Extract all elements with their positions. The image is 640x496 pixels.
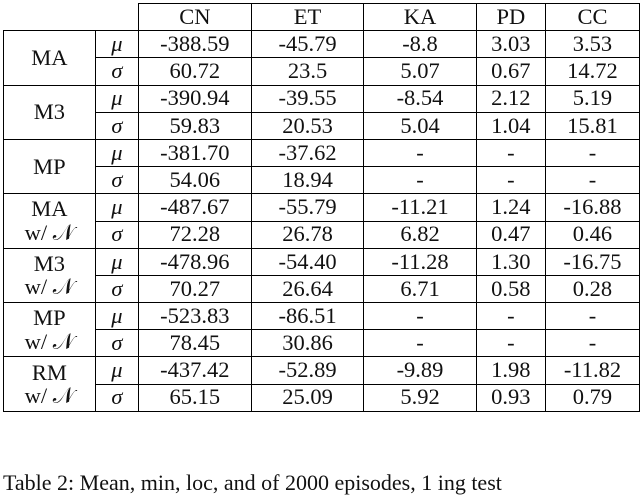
stat-label: μ xyxy=(95,194,138,221)
value-cell: 1.24 xyxy=(476,194,545,221)
value-cell: -8.54 xyxy=(364,85,476,112)
value-cell: -39.55 xyxy=(251,85,364,112)
stat-label: μ xyxy=(95,31,138,58)
value-cell: 18.94 xyxy=(251,167,364,194)
table-row xyxy=(4,194,640,221)
table-body xyxy=(4,31,640,412)
stat-label: μ xyxy=(95,303,138,330)
value-cell: 5.07 xyxy=(364,58,476,85)
method-variant-label: w/ 𝒩 xyxy=(24,220,75,245)
value-cell: 14.72 xyxy=(545,58,639,85)
value-cell: 25.09 xyxy=(251,384,364,411)
value-cell: -55.79 xyxy=(251,194,364,221)
value-cell: -11.28 xyxy=(364,248,476,275)
value-cell: 6.82 xyxy=(364,221,476,248)
method-variant-label: w/ 𝒩 xyxy=(24,383,75,409)
table-row xyxy=(4,330,640,357)
value-cell: 3.03 xyxy=(476,31,545,58)
value-cell: 0.46 xyxy=(545,221,639,248)
value-cell: -388.59 xyxy=(138,31,251,58)
method-label: RM xyxy=(31,359,67,385)
method-label: MP xyxy=(33,153,66,179)
method-cell xyxy=(4,85,96,139)
value-cell: 1.98 xyxy=(476,357,545,384)
method-cell xyxy=(4,357,96,411)
value-cell: 26.64 xyxy=(251,275,364,302)
method-label: M3 xyxy=(33,99,66,125)
value-cell: - xyxy=(476,139,545,166)
value-cell: -45.79 xyxy=(251,31,364,58)
stat-label: σ xyxy=(95,167,138,194)
value-cell: -16.88 xyxy=(545,194,639,221)
value-cell: 0.58 xyxy=(476,275,545,302)
value-cell: - xyxy=(364,330,476,357)
value-cell: - xyxy=(364,139,476,166)
column-header-cc: CC xyxy=(545,4,639,31)
column-header-pd: PD xyxy=(476,4,545,31)
value-cell: -390.94 xyxy=(138,85,251,112)
value-cell: -11.82 xyxy=(545,357,639,384)
stat-label: μ xyxy=(95,139,138,166)
column-header-et: ET xyxy=(251,4,364,31)
value-cell: 0.28 xyxy=(545,275,639,302)
value-cell: -9.89 xyxy=(364,357,476,384)
method-cell xyxy=(4,31,96,85)
table-row xyxy=(4,139,640,166)
table-row xyxy=(4,384,640,411)
table-caption: Table 2: Mean, min, loc, and of 2000 episodes, 1 ing test xyxy=(3,470,502,495)
method-label: MA xyxy=(31,196,68,222)
stat-label: σ xyxy=(95,221,138,248)
method-label: M3 xyxy=(33,250,66,276)
value-cell: - xyxy=(545,139,639,166)
value-cell: -54.40 xyxy=(251,248,364,275)
value-cell: - xyxy=(476,167,545,194)
value-cell: -52.89 xyxy=(251,357,364,384)
value-cell: 23.5 xyxy=(251,58,364,85)
value-cell: -86.51 xyxy=(251,303,364,330)
method-variant-label: w/ 𝒩 xyxy=(24,274,75,300)
method-variant-label: w/ 𝒩 xyxy=(24,328,75,354)
value-cell: 26.78 xyxy=(251,221,364,248)
value-cell: 1.04 xyxy=(476,112,545,139)
table-row xyxy=(4,112,640,139)
value-cell: 0.47 xyxy=(476,221,545,248)
stat-label: μ xyxy=(95,248,138,275)
table-row xyxy=(4,31,640,58)
value-cell: 6.71 xyxy=(364,275,476,302)
value-cell: - xyxy=(545,167,639,194)
value-cell: 2.12 xyxy=(476,85,545,112)
stat-label: σ xyxy=(95,330,138,357)
method-label: MA xyxy=(31,45,68,71)
value-cell: -381.70 xyxy=(138,139,251,166)
value-cell: - xyxy=(364,303,476,330)
value-cell: -523.83 xyxy=(138,303,251,330)
header-row xyxy=(4,4,640,31)
method-cell xyxy=(4,139,96,193)
corner-cell xyxy=(4,4,139,31)
stat-label: σ xyxy=(95,112,138,139)
value-cell: - xyxy=(364,167,476,194)
table-row xyxy=(4,275,640,302)
method-cell xyxy=(4,303,96,357)
value-cell: -487.67 xyxy=(138,194,251,221)
value-cell: - xyxy=(545,303,639,330)
value-cell: -478.96 xyxy=(138,248,251,275)
value-cell: 5.92 xyxy=(364,384,476,411)
column-header-cn: CN xyxy=(138,4,251,31)
table-row xyxy=(4,85,640,112)
value-cell: 15.81 xyxy=(545,112,639,139)
value-cell: 72.28 xyxy=(138,221,251,248)
method-cell xyxy=(4,248,96,302)
value-cell: 78.45 xyxy=(138,330,251,357)
value-cell: 3.53 xyxy=(545,31,639,58)
method-cell xyxy=(4,194,96,248)
value-cell: -437.42 xyxy=(138,357,251,384)
method-label: MP xyxy=(33,305,66,331)
value-cell: - xyxy=(476,303,545,330)
value-cell: 5.19 xyxy=(545,85,639,112)
value-cell: 54.06 xyxy=(138,167,251,194)
stat-label: σ xyxy=(95,275,138,302)
table-row xyxy=(4,167,640,194)
stat-label: σ xyxy=(95,58,138,85)
value-cell: 0.93 xyxy=(476,384,545,411)
value-cell: -37.62 xyxy=(251,139,364,166)
value-cell: 0.67 xyxy=(476,58,545,85)
value-cell: - xyxy=(476,330,545,357)
value-cell: -16.75 xyxy=(545,248,639,275)
stat-label: σ xyxy=(95,384,138,411)
value-cell: 0.79 xyxy=(545,384,639,411)
value-cell: 60.72 xyxy=(138,58,251,85)
value-cell: -11.21 xyxy=(364,194,476,221)
value-cell: 30.86 xyxy=(251,330,364,357)
table-row xyxy=(4,221,640,248)
column-header-ka: KA xyxy=(364,4,476,31)
stat-label: μ xyxy=(95,357,138,384)
value-cell: 5.04 xyxy=(364,112,476,139)
stat-label: μ xyxy=(95,85,138,112)
value-cell: 70.27 xyxy=(138,275,251,302)
table-row xyxy=(4,58,640,85)
table-row xyxy=(4,303,640,330)
value-cell: 59.83 xyxy=(138,112,251,139)
value-cell: - xyxy=(545,330,639,357)
table-row xyxy=(4,248,640,275)
value-cell: 20.53 xyxy=(251,112,364,139)
results-table xyxy=(3,3,640,412)
value-cell: 1.30 xyxy=(476,248,545,275)
table-row xyxy=(4,357,640,384)
value-cell: 65.15 xyxy=(138,384,251,411)
value-cell: -8.8 xyxy=(364,31,476,58)
